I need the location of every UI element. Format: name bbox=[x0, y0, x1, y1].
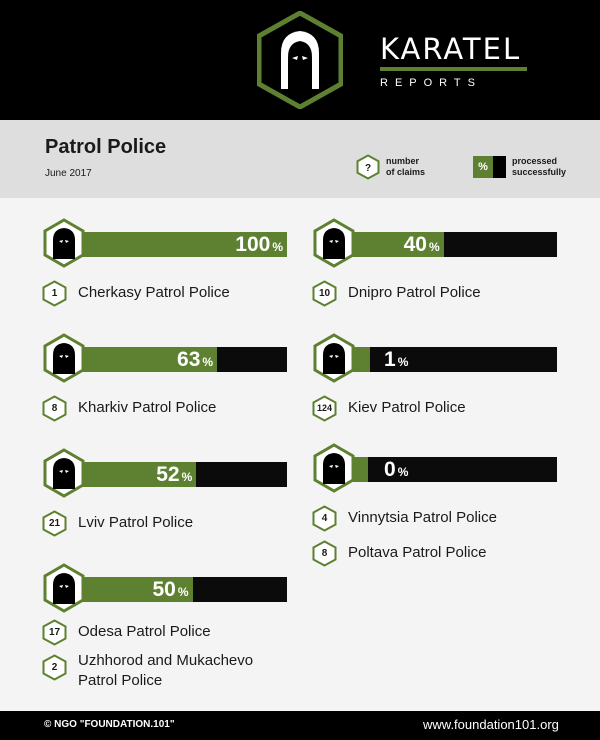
footer-copyright: © NGO "FOUNDATION.101" bbox=[44, 719, 175, 730]
percent-value bbox=[156, 462, 192, 487]
percent-unit: % bbox=[177, 585, 189, 599]
claims-legend-label bbox=[386, 156, 425, 178]
police-list-item bbox=[42, 619, 302, 645]
percent-unit: % bbox=[272, 240, 283, 254]
percent-value bbox=[235, 232, 283, 257]
report-date: June 2017 bbox=[45, 168, 92, 179]
percent-number: 63 bbox=[177, 348, 201, 371]
police-unit-name bbox=[348, 543, 486, 563]
police-unit-name-line: Lviv Patrol Police bbox=[78, 514, 194, 531]
percent-unit: % bbox=[202, 355, 214, 369]
percent-number: 100 bbox=[235, 233, 271, 256]
percent-number: 50 bbox=[152, 578, 176, 601]
percent-symbol: % bbox=[473, 156, 493, 178]
police-unit-name-line: Kiev Patrol Police bbox=[348, 399, 466, 416]
percent-unit: % bbox=[181, 470, 193, 484]
footer-website: www.foundation101.org bbox=[423, 717, 559, 732]
percent-unit: % bbox=[397, 465, 409, 479]
police-unit-name-line: Cherkasy Patrol Police bbox=[78, 284, 230, 301]
percent-number: 52 bbox=[156, 463, 180, 486]
percent-value bbox=[404, 232, 440, 257]
police-unit-name bbox=[78, 513, 193, 533]
top-banner bbox=[0, 0, 600, 120]
percent-bar bbox=[352, 347, 557, 372]
hooded-figure-icon bbox=[42, 563, 86, 613]
claims-symbol: ? bbox=[364, 163, 372, 174]
police-unit-name-line: Odesa Patrol Police bbox=[78, 623, 211, 640]
karatel-hooded-figure-icon bbox=[257, 11, 343, 109]
police-list-item bbox=[312, 395, 572, 421]
police-unit-name-line: Kharkiv Patrol Police bbox=[78, 399, 217, 416]
percent-bar bbox=[82, 232, 287, 257]
percent-bar bbox=[352, 457, 557, 482]
percent-number: 1 bbox=[384, 348, 396, 371]
percent-bar bbox=[82, 347, 287, 372]
police-list-item bbox=[42, 510, 302, 536]
title-band bbox=[0, 120, 600, 198]
claims-count: 4 bbox=[321, 513, 328, 524]
hooded-figure-icon bbox=[42, 448, 86, 498]
police-unit-name bbox=[78, 651, 253, 691]
police-unit-name bbox=[78, 398, 216, 418]
police-list-item bbox=[42, 395, 302, 421]
brand-subtitle: REPORTS bbox=[380, 77, 482, 89]
brand-underline bbox=[380, 67, 527, 71]
police-unit-name bbox=[348, 283, 481, 303]
claims-count: 2 bbox=[51, 662, 58, 673]
claims-count: 8 bbox=[321, 548, 328, 559]
police-unit-name-line: Vinnytsia Patrol Police bbox=[348, 509, 497, 526]
hooded-figure-icon bbox=[312, 333, 356, 383]
hooded-figure-icon bbox=[42, 218, 86, 268]
claims-legend-line-1: number bbox=[386, 156, 420, 166]
police-unit-name-line: Patrol Police bbox=[78, 672, 163, 689]
percent-number: 0 bbox=[384, 458, 396, 481]
police-unit-name bbox=[78, 622, 211, 642]
claims-hex-icon bbox=[356, 154, 380, 180]
police-unit-name-line: Poltava Patrol Police bbox=[348, 544, 487, 561]
claims-count: 10 bbox=[318, 288, 331, 299]
percent-legend-line-1: processed bbox=[512, 156, 558, 166]
police-list-item bbox=[42, 280, 302, 306]
percent-value bbox=[177, 347, 213, 372]
police-list-item bbox=[312, 280, 572, 306]
page-title: Patrol Police bbox=[45, 136, 167, 158]
police-unit-name-line: Dnipro Patrol Police bbox=[348, 284, 481, 301]
brand bbox=[380, 33, 528, 89]
claims-legend-line-2: of claims bbox=[386, 167, 426, 177]
percent-unit: % bbox=[428, 240, 440, 254]
percent-value bbox=[384, 347, 408, 372]
percent-unit: % bbox=[397, 355, 409, 369]
percent-bar bbox=[82, 577, 287, 602]
police-list-item bbox=[42, 652, 302, 689]
percent-bar bbox=[352, 232, 557, 257]
percent-bar bbox=[82, 462, 287, 487]
hooded-figure-icon bbox=[312, 218, 356, 268]
police-unit-name bbox=[348, 398, 466, 418]
brand-name: KARATEL bbox=[380, 32, 522, 66]
claims-count: 21 bbox=[48, 518, 61, 529]
claims-count: 1 bbox=[51, 288, 58, 299]
police-list-item bbox=[312, 540, 572, 566]
footer bbox=[0, 711, 600, 740]
percent-value bbox=[384, 457, 408, 482]
police-unit-name-line: Uzhhorod and Mukachevo bbox=[78, 652, 254, 669]
percent-legend-swatch bbox=[473, 156, 506, 178]
percent-value bbox=[152, 577, 188, 602]
claims-count: 17 bbox=[48, 627, 61, 638]
hooded-figure-icon bbox=[42, 333, 86, 383]
percent-legend-label bbox=[512, 156, 566, 178]
claims-count: 8 bbox=[51, 403, 58, 414]
hooded-figure-icon bbox=[312, 443, 356, 493]
police-unit-name bbox=[78, 283, 230, 303]
police-unit-name bbox=[348, 508, 497, 528]
police-list-item bbox=[312, 505, 572, 531]
claims-count: 124 bbox=[316, 403, 333, 413]
percent-number: 40 bbox=[403, 233, 427, 256]
percent-legend-line-2: successfully bbox=[512, 167, 567, 177]
